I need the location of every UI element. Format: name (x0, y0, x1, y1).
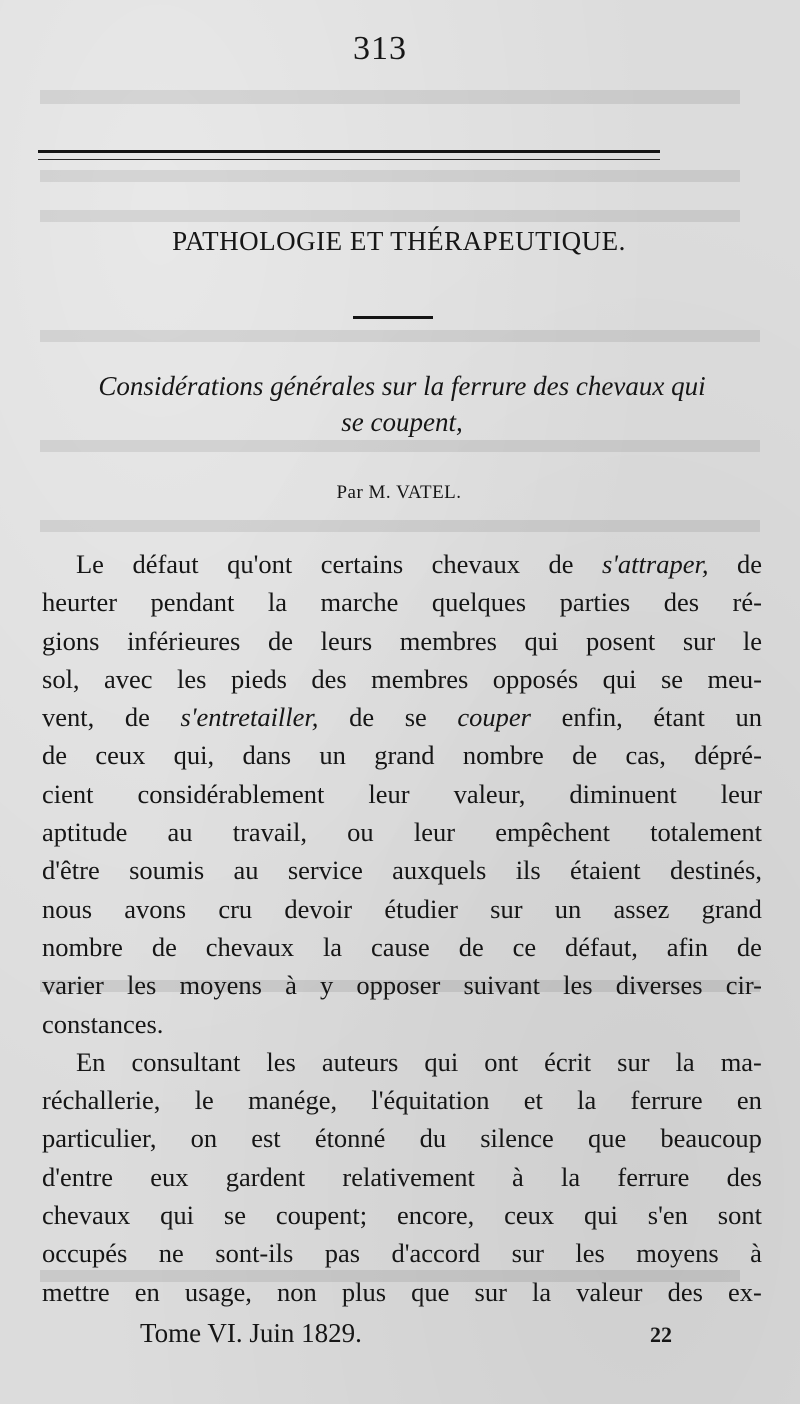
body-word: sur (682, 625, 716, 656)
body-line (42, 622, 762, 660)
body-word: de (349, 702, 375, 733)
header-rule-thick (38, 150, 660, 153)
body-word: nombre (462, 740, 544, 771)
body-word: qui (584, 1200, 618, 1231)
body-word: l'équitation (371, 1085, 490, 1116)
body-line (42, 736, 762, 774)
body-word: un (554, 893, 582, 924)
body-word: de (548, 549, 574, 579)
body-word: aptitude (42, 817, 128, 848)
body-word: ceux (95, 740, 146, 771)
body-word: meu- (707, 663, 762, 694)
article-body (42, 545, 762, 1311)
body-word: ferrure (630, 1085, 703, 1116)
body-line (42, 1196, 762, 1234)
body-word: écrit (544, 1046, 592, 1077)
body-word: sur (617, 1046, 650, 1077)
body-word: à (285, 970, 297, 1001)
body-line (42, 966, 762, 1004)
article-title-line-1: Considérations générales sur la ferrure des chevaux qui (98, 371, 706, 401)
body-word: sur (474, 1276, 507, 1307)
body-word: qui (424, 1046, 459, 1077)
body-word: des (311, 663, 347, 694)
body-word: de (458, 931, 484, 962)
body-word: inférieures (127, 625, 241, 656)
body-word: afin (666, 931, 708, 962)
body-word: enfin, (561, 702, 623, 733)
body-word: varier (42, 970, 104, 1001)
body-word: des (663, 587, 700, 618)
body-word: cause (370, 931, 430, 962)
signature-mark: 22 (650, 1322, 672, 1347)
body-word: sol, (42, 663, 80, 694)
body-word: encore, (397, 1200, 475, 1231)
body-word: cru (218, 893, 253, 924)
body-word: membres (399, 625, 497, 656)
body-word: leur (368, 778, 410, 809)
body-word: y (320, 970, 334, 1001)
body-word: de (268, 625, 294, 656)
body-line (42, 1005, 762, 1043)
body-word: la (532, 1276, 552, 1307)
body-word: défaut (132, 549, 199, 579)
body-word: constances. (42, 1008, 164, 1039)
body-word: sur (511, 1238, 544, 1269)
body-word: pas (324, 1238, 361, 1269)
body-word: les (126, 970, 157, 1001)
body-word: plus (341, 1276, 387, 1307)
body-word: gions (42, 625, 100, 656)
body-word: moyens (636, 1238, 719, 1269)
body-word: moyens (179, 970, 262, 1001)
body-word: des (667, 1276, 703, 1307)
body-word: la (267, 587, 287, 618)
body-word: un (319, 740, 346, 771)
body-word: le (194, 1085, 214, 1116)
body-word: ferrure (617, 1161, 690, 1192)
body-word: relativement (342, 1161, 475, 1192)
body-line (42, 1234, 762, 1272)
body-word: et (523, 1085, 543, 1116)
body-word: auteurs (321, 1046, 399, 1077)
body-word: qui (602, 663, 637, 694)
body-word: la (577, 1085, 597, 1116)
body-word: dans (242, 740, 292, 771)
body-word: défaut, (565, 931, 638, 962)
body-word: ne (158, 1238, 184, 1269)
body-word: gardent (225, 1161, 306, 1192)
body-word: sont (717, 1200, 762, 1231)
body-word: travail, (232, 817, 308, 848)
body-word: particulier, (42, 1123, 157, 1154)
body-word: ré- (732, 587, 762, 618)
body-word: considérablement (137, 778, 325, 809)
body-word: chevaux (431, 549, 520, 579)
body-word: opposer (356, 970, 441, 1001)
body-word: nombre (42, 931, 123, 962)
body-word: cient (42, 778, 94, 809)
body-line (42, 1158, 762, 1196)
body-word: en (134, 1276, 160, 1307)
body-word: de (736, 931, 762, 962)
body-word: est (251, 1123, 281, 1154)
body-word: que (587, 1123, 627, 1154)
body-line (42, 1273, 762, 1311)
body-word: le (742, 625, 762, 656)
body-word: que (411, 1276, 450, 1307)
body-word: parties (559, 587, 631, 618)
body-line (42, 851, 762, 889)
body-word: ma- (720, 1046, 762, 1077)
body-line (42, 813, 762, 851)
body-word: les (266, 1046, 296, 1077)
body-word: ont (484, 1046, 519, 1077)
body-line (42, 928, 762, 966)
footer-volume-date: Tome VI. Juin 1829. (140, 1318, 362, 1348)
body-word: sont-ils (215, 1238, 294, 1269)
body-word: mettre (42, 1276, 110, 1307)
body-word: de (736, 549, 762, 579)
body-word: diverses (615, 970, 703, 1001)
body-word: étaient (570, 855, 641, 886)
body-word: étudier (384, 893, 458, 924)
body-word: ex- (728, 1276, 762, 1307)
body-word: la (561, 1161, 581, 1192)
body-word: on (190, 1123, 218, 1154)
body-word: manége, (248, 1085, 338, 1116)
body-word: grand (374, 740, 435, 771)
body-word: destinés, (669, 855, 762, 886)
body-word: de (572, 740, 598, 771)
body-word: de (42, 740, 68, 771)
body-word: d'accord (391, 1238, 481, 1269)
body-word: eux (150, 1161, 189, 1192)
body-word: du (419, 1123, 447, 1154)
body-word: pendant (150, 587, 235, 618)
body-word: un (735, 702, 762, 733)
body-word: au (233, 855, 259, 886)
body-word: cas, (625, 740, 666, 771)
body-word: consultant (131, 1046, 241, 1077)
body-word: assez (613, 893, 670, 924)
body-word: quelques (431, 587, 527, 618)
body-word: occupés (42, 1238, 128, 1269)
body-word: ce (512, 931, 537, 962)
body-word: membres (371, 663, 469, 694)
body-word: ou (347, 817, 374, 848)
body-word: la (675, 1046, 695, 1077)
body-word: nous (42, 893, 93, 924)
body-word: réchallerie, (42, 1085, 161, 1116)
body-word: service (287, 855, 363, 886)
body-word: qui, (173, 740, 215, 771)
body-word: à (750, 1238, 762, 1269)
body-word: s'entretailler, (180, 702, 319, 733)
body-line (42, 1119, 762, 1157)
body-line (42, 775, 762, 813)
body-word: de (151, 931, 177, 962)
body-word: Le (76, 549, 104, 579)
body-word: au (167, 817, 193, 848)
body-word: soumis (129, 855, 205, 886)
header-rule-thin (38, 159, 660, 160)
body-word: cir- (725, 970, 762, 1001)
body-word: d'être (42, 855, 100, 886)
body-line (42, 583, 762, 621)
section-heading: PATHOLOGIE ET THÉRAPEUTIQUE. (172, 226, 626, 256)
body-word: les (563, 970, 593, 1001)
body-word: totalement (650, 817, 762, 848)
body-line (42, 1043, 762, 1081)
body-line (42, 1081, 762, 1119)
body-word: qu'ont (227, 549, 293, 579)
body-word: avons (124, 893, 187, 924)
body-word: opposés (492, 663, 579, 694)
body-line (42, 890, 762, 928)
body-word: empêchent (495, 817, 610, 848)
body-word: couper (457, 702, 531, 733)
body-word: des (726, 1161, 762, 1192)
body-line (42, 698, 762, 736)
body-word: valeur (576, 1276, 643, 1307)
body-word: leur (413, 817, 456, 848)
body-word: vent, (42, 702, 95, 733)
author-byline: Par M. VATEL. (336, 482, 462, 503)
body-word: suivant (463, 970, 540, 1001)
body-word: leur (720, 778, 762, 809)
body-word: valeur, (453, 778, 526, 809)
section-divider (353, 316, 433, 319)
body-word: ils (515, 855, 541, 886)
body-word: leurs (320, 625, 373, 656)
body-word: avec (104, 663, 153, 694)
body-word: les (575, 1238, 605, 1269)
body-word: En (76, 1046, 106, 1077)
body-word: heurter (42, 587, 118, 618)
article-title-line-2: se coupent, (341, 407, 463, 437)
body-word: d'entre (42, 1161, 113, 1192)
body-line (42, 545, 762, 583)
body-word: posent (586, 625, 656, 656)
body-word: à (512, 1161, 524, 1192)
body-word: s'en (647, 1200, 688, 1231)
body-word: étant (653, 702, 705, 733)
page-number: 313 (353, 30, 407, 67)
body-word: chevaux (42, 1200, 131, 1231)
body-word: se (404, 702, 427, 733)
body-word: non (277, 1276, 317, 1307)
body-word: usage, (184, 1276, 252, 1307)
body-word: auxquels (392, 855, 487, 886)
body-word: se (660, 663, 684, 694)
body-word: de (124, 702, 150, 733)
body-word: marche (320, 587, 399, 618)
body-word: coupent; (275, 1200, 368, 1231)
body-word: la (322, 931, 343, 962)
body-word: dépré- (694, 740, 762, 771)
body-word: ceux (504, 1200, 555, 1231)
body-line (42, 660, 762, 698)
body-word: silence (480, 1123, 554, 1154)
body-word: sur (490, 893, 523, 924)
body-word: certains (320, 549, 404, 579)
body-word: grand (701, 893, 762, 924)
body-word: chevaux (205, 931, 295, 962)
body-word: les (177, 663, 207, 694)
body-word: étonné (314, 1123, 386, 1154)
body-word: beaucoup (660, 1123, 762, 1154)
body-word: se (223, 1200, 246, 1231)
body-word: en (736, 1085, 762, 1116)
body-word: diminuent (569, 778, 677, 809)
body-word: devoir (284, 893, 353, 924)
article-title (38, 368, 766, 440)
body-word: pieds (230, 663, 287, 694)
body-word: qui (524, 625, 559, 656)
body-word: qui (160, 1200, 195, 1231)
body-word: s'attraper, (601, 549, 709, 579)
